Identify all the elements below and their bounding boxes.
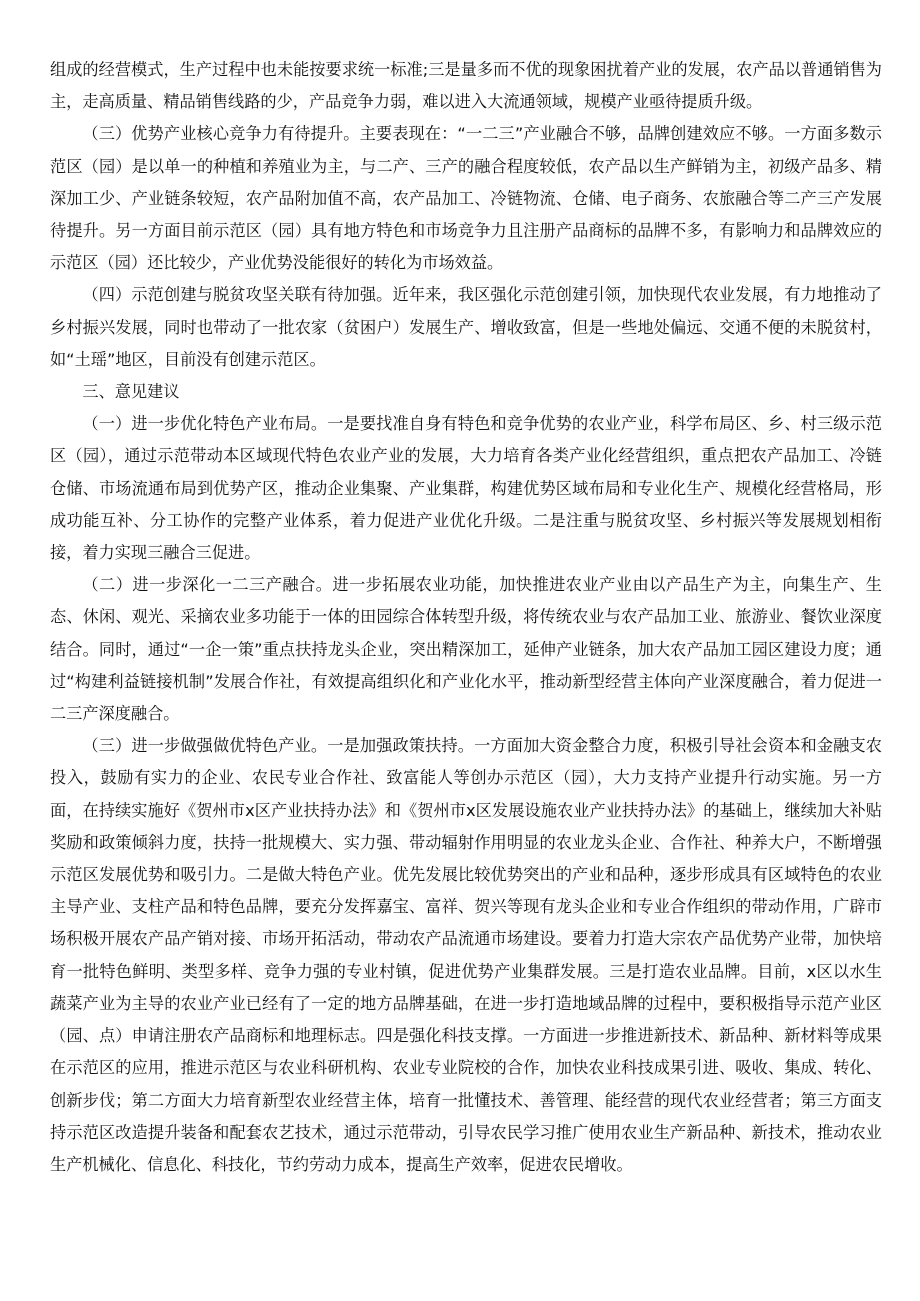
document-body <box>50 54 882 1181</box>
paragraph-core-competitiveness: （三）优势产业核心竞争力有待提升。主要表现在：“一二三”产业融合不够，品牌创建效应不够。一方面多数示范区（园）是以单一的种植和养殖业为主，与二产、三产的融合程度较低，农产品以生产鲜销为主，初级产品多、精深加工少、产业链条较短，农产品附加值不高，农产品加工、冷链物流、仓储、电子商务、农旅融合等二产三产发展待提升。另一方面目前示范区（园）具有地方特色和市场竞争力且注册产品商标的品牌不多，有影响力和品牌效应的示范区（园）还比较少，产业优势没能很好的转化为市场效益。 <box>50 124 882 273</box>
paragraph-optimize-layout: （一）进一步优化特色产业布局。一是要找准自身有特色和竞争优势的农业产业，科学布局区、乡、村三级示范区（园），通过示范带动本区域现代特色农业产业的发展，大力培育各类产业化经营组织，重点把农产品加工、冷链仓储、市场流通布局到优势产区，推动企业集聚、产业集群，构建优势区域布局和专业化生产、规模化经营格局，形成功能互补、分工协作的完整产业体系，着力促进产业优化升级。二是注重与脱贫攻坚、乡村振兴等发展规划相衔接，着力实现三融合三促进。 <box>50 414 882 563</box>
paragraph-poverty-alleviation: （四）示范创建与脱贫攻坚关联有待加强。近年来，我区强化示范创建引领，加快现代农业发展，有力地推动了乡村振兴发展，同时也带动了一批农家（贫困户）发展生产、增收致富，但是一些地处偏远、交通不便的未脱贫村，如“土瑶”地区，目前没有创建示范区。 <box>50 285 882 369</box>
section-heading-suggestions: 三、意见建议 <box>82 382 180 402</box>
paragraph-strengthen-industry: （三）进一步做强做优特色产业。一是加强政策扶持。一方面加大资金整合力度，积极引导社会资本和金融支农投入，鼓励有实力的企业、农民专业合作社、致富能人等创办示范区（园），大力支持产业提升行动实施。另一方面，在持续实施好《贺州市x区产业扶持办法》和《贺州市x区发展设施农业产业扶持办法》的基础上，继续加大补贴奖励和政策倾斜力度，扶持一批规模大、实力强、带动辐射作用明显的农业龙头企业、合作社、种养大户，不断增强示范区发展优势和吸引力。二是做大特色产业。优先发展比较优势突出的产业和品种，逐步形成具有区域特色的农业主导产业、支柱产品和特色品牌，要充分发挥嘉宝、富祥、贺兴等现有龙头企业和专业合作组织的带动作用，广辟市场积极开展农产品产销对接、市场开拓活动，带动农产品流通市场建设。要着力打造大宗农产品优势产业带，加快培育一批特色鲜明、类型多样、竞争力强的专业村镇，促进优势产业集群发展。三是打造农业品牌。目前，x区以水生蔬菜产业为主导的农业产业已经有了一定的地方品牌基础，在进一步打造地域品牌的过程中，要积极指导示范产业区（园、点）申请注册农产品商标和地理标志。四是强化科技支撑。一方面进一步推进新技术、新品种、新材料等成果在示范区的应用，推进示范区与农业科研机构、农业专业院校的合作，加快农业科技成果引进、吸收、集成、转化、创新步伐；第二方面大力培育新型农业经营主体，培育一批懂技术、善管理、能经营的现代农业经营者；第三方面支持示范区改造提升装备和配套农艺技术，通过示范带动，引导农民学习推广使用农业生产新品种、新技术，推动农业生产机械化、信息化、科技化，节约劳动力成本，提高生产效率，促进农民增收。 <box>50 736 882 1174</box>
paragraph-continuation: 组成的经营模式，生产过程中也未能按要求统一标准;三是量多而不优的现象困扰着产业的发展，农产品以普通销售为主，走高质量、精品销售线路的少，产品竞争力弱，难以进入大流通领域，规模产业亟待提质升级。 <box>50 60 882 112</box>
paragraph-deepen-integration: （二）进一步深化一二三产融合。进一步拓展农业功能，加快推进农业产业由以产品生产为主，向集生产、生态、休闲、观光、采摘农业多功能于一体的田园综合体转型升级，将传统农业与农产品加工业、旅游业、餐饮业深度结合。同时，通过“一企一策”重点扶持龙头企业，突出精深加工，延伸产业链条，加大农产品加工园区建设力度；通过“构建利益链接机制”发展合作社，有效提高组织化和产业化水平，推动新型经营主体向产业深度融合，着力促进一二三产深度融合。 <box>50 575 882 724</box>
